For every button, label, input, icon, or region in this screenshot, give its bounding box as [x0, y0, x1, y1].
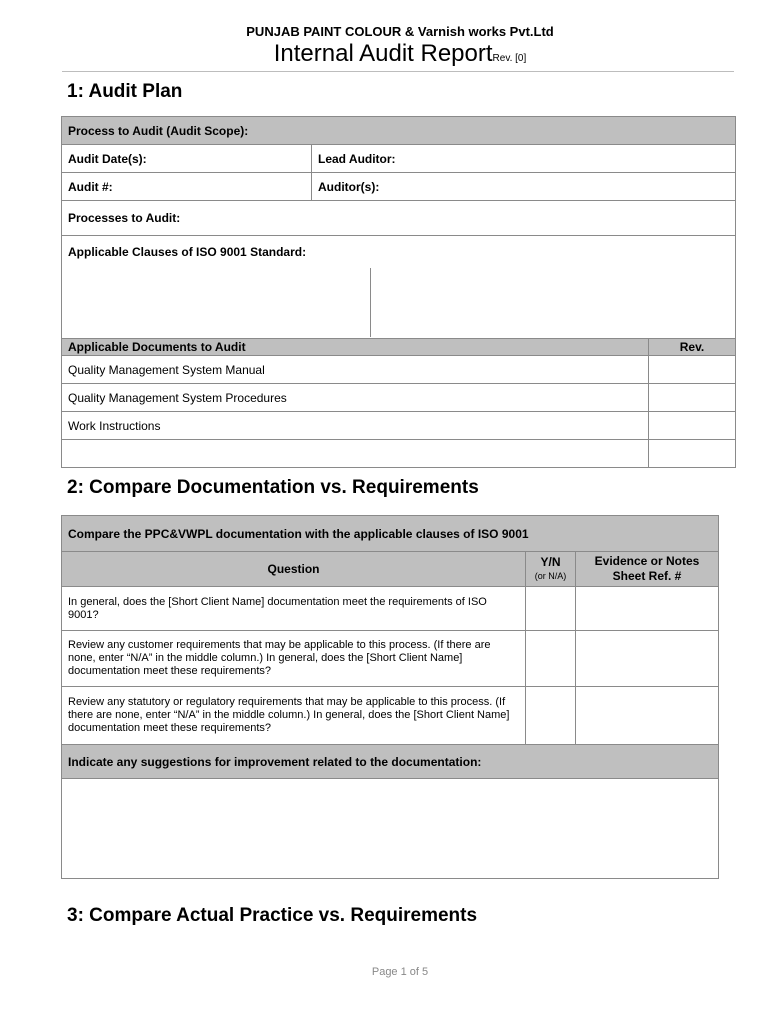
document-rev-cell: [649, 412, 736, 440]
yn-cell: [526, 631, 576, 687]
rev-header: Rev.: [649, 339, 736, 356]
revision-label: Rev. [0]: [492, 53, 527, 64]
yn-sublabel: (or N/A): [534, 570, 567, 581]
suggestions-area: [62, 779, 719, 879]
suggestions-label: Indicate any suggestions for improvement related to the documentation:: [62, 745, 719, 779]
report-title-line: [0, 40, 768, 68]
question-text: Review any customer requirements that may be applicable to this process. (If there are none, enter “N/A” in the middle column.) In general, does the [Short Client Name] documentation meet these requirements?: [62, 631, 526, 687]
process-scope-label: Process to Audit (Audit Scope):: [62, 117, 736, 145]
evidence-cell: [576, 631, 719, 687]
audit-number-label: Audit #:: [62, 173, 312, 201]
processes-label: Processes to Audit:: [62, 201, 736, 236]
document-rev-cell: [649, 440, 736, 468]
documentation-table: [61, 515, 719, 879]
yn-column-header: [526, 552, 576, 587]
compare-header: Compare the PPC&VWPL documentation with the applicable clauses of ISO 9001: [62, 516, 719, 552]
audit-plan-table: [61, 116, 736, 468]
question-text: Review any statutory or regulatory requirements that may be applicable to this process. (If there are none, enter “N/A” in the middle column.) In general, does the [Short Client Name] documentation meet these requirements?: [62, 687, 526, 745]
section3-heading: 3: Compare Actual Practice vs. Requirements: [67, 905, 478, 926]
yn-cell: [526, 587, 576, 631]
documents-header: Applicable Documents to Audit: [62, 339, 649, 356]
audit-dates-label: Audit Date(s):: [62, 145, 312, 173]
question-text: In general, does the [Short Client Name] documentation meet the requirements of ISO 9001?: [62, 587, 526, 631]
yn-cell: [526, 687, 576, 745]
section2-heading: 2: Compare Documentation vs. Requirements: [67, 477, 479, 498]
lead-auditor-label: Lead Auditor:: [312, 145, 736, 173]
evidence-cell: [576, 687, 719, 745]
section1-heading: 1: Audit Plan: [67, 81, 183, 102]
evidence-column-header: Evidence or Notes Sheet Ref. #: [576, 552, 719, 587]
auditors-label: Auditor(s):: [312, 173, 736, 201]
report-title: Internal Audit Report: [273, 40, 493, 67]
header-divider: [62, 71, 734, 72]
document-rev-cell: [649, 384, 736, 412]
evidence-cell: [576, 587, 719, 631]
question-column-header: Question: [62, 552, 526, 587]
page-number: Page 1 of 5: [371, 966, 429, 978]
document-row-label: Work Instructions: [62, 412, 649, 440]
document-row-label: Quality Management System Manual: [62, 356, 649, 384]
clauses-divider: [370, 268, 371, 337]
document-rev-cell: [649, 356, 736, 384]
clauses-label: Applicable Clauses of ISO 9001 Standard:: [62, 236, 736, 339]
company-name: PUNJAB PAINT COLOUR & Varnish works Pvt.Ltd: [246, 24, 554, 39]
document-row-label: Quality Management System Procedures: [62, 384, 649, 412]
document-row-label: [62, 440, 649, 468]
yn-label: Y/N: [540, 554, 561, 569]
